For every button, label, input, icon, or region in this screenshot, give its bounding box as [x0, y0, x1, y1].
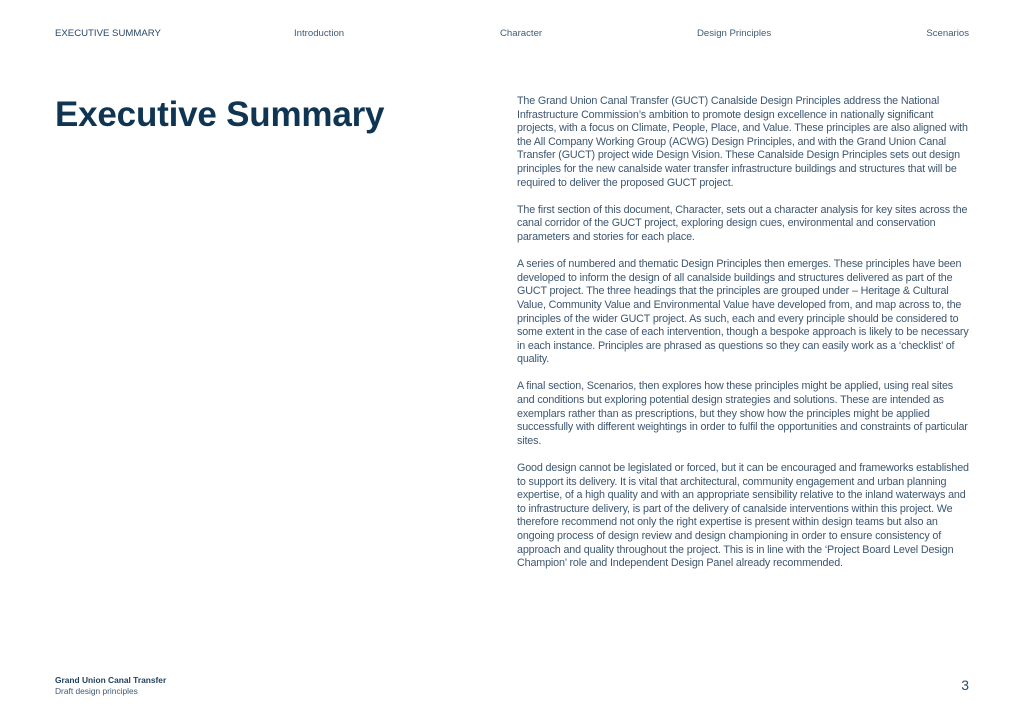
page-number: 3	[961, 677, 969, 693]
nav-item-character[interactable]: Character	[500, 28, 543, 39]
section-navigation	[55, 28, 969, 42]
nav-item-scenarios[interactable]: Scenarios	[926, 28, 969, 39]
paragraph-scenarios: A final section, Scenarios, then explores how these principles might be applied, using real sites and conditions but exploring potential design strategies and solutions. These are intended as exemplars rather than as prescriptions, but they show how the principles might be applied successfully with different weightings in order to fulfil the opportunities and constraints of particular sites.	[517, 380, 968, 447]
footer-document-subtitle: Draft design principles	[55, 686, 138, 696]
page-title: Executive Summary	[55, 95, 385, 134]
nav-item-introduction[interactable]: Introduction	[294, 28, 345, 39]
paragraph-good-design: Good design cannot be legislated or forced, but it can be encouraged and frameworks established to support its delivery. It is vital that architectural, community engagement and urban planning expertise, of a high quality and with an appropriate sensibility relative to the inland waterways and to infrastructure delivery, is part of the delivery of canalside interventions within this project. We therefore recommend not only the right expertise is present within design teams but also an ongoing process of design review and design championing in order to ensure consistency of approach and quality throughout the project. This is in line with the ‘Project Board Level Design Champion’ role and Independent Design Panel already recommended.	[517, 462, 969, 570]
nav-item-executive-summary[interactable]: EXECUTIVE SUMMARY	[55, 28, 161, 39]
paragraph-character: The first section of this document, Character, sets out a character analysis for key sites across the canal corridor of the GUCT project, exploring design cues, environmental and conservation parameters and stories for each place.	[517, 203, 968, 243]
paragraph-introduction: The Grand Union Canal Transfer (GUCT) Canalside Design Principles address the National Infrastructure Commission’s ambition to promote design excellence in nationally significant projects, with a focus on Climate, People, Place, and Value. These principles are also aligned with the All Company Working Group (ACWG) Design Principles, and with the Grand Union Canal Transfer (GUCT) project wide Design Vision. These Canalside Design Principles sets out design principles for the new canalside water transfer infrastructure buildings and structures that will be required to deliver the proposed GUCT project.	[517, 95, 968, 189]
body-text-column	[517, 95, 969, 584]
paragraph-design-principles: A series of numbered and thematic Design Principles then emerges. These principles have been developed to inform the design of all canalside buildings and structures delivered as part of the GUCT project. The three headings that the principles are grouped under – Heritage & Cultural Value, Community Value and Environmental Value have developed from, and map across to, the principles of the wider GUCT project. As such, each and every principle should be considered to some extent in the case of each intervention, though a bespoke approach is likely to be necessary in each instance. Principles are phrased as questions so they can easily work as a ‘checklist’ of quality.	[517, 258, 969, 366]
nav-item-design-principles[interactable]: Design Principles	[697, 28, 772, 39]
footer-document-title: Grand Union Canal Transfer	[55, 675, 167, 685]
document-footer	[55, 675, 166, 697]
